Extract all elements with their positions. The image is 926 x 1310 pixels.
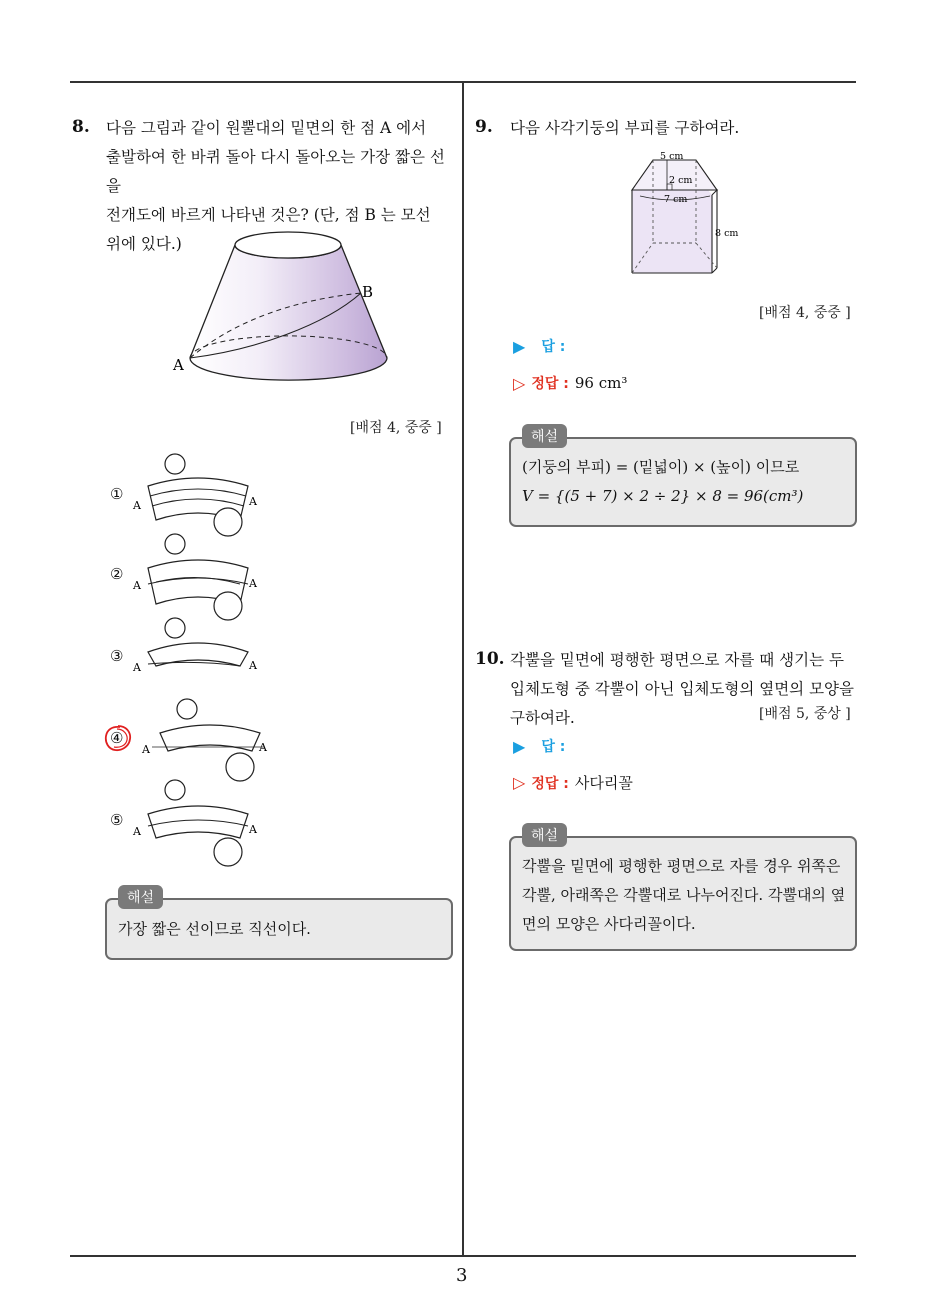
q8-label-b: B <box>362 283 374 301</box>
q9-label-height: 2 cm <box>669 175 693 186</box>
q8-option-4-point: A <box>142 743 150 756</box>
q9-correct-label: 정답 : <box>531 376 569 392</box>
q9-explanation-line: V = {(5 + 7) × 2 ÷ 2} × 8 = 96(cm³) <box>522 487 804 505</box>
q9-explanation-tag: 해설 <box>522 424 567 448</box>
q9-label-top: 5 cm <box>660 151 684 162</box>
play-icon: ▶ <box>513 336 526 356</box>
triangle-outline-icon: ▷ <box>513 773 526 792</box>
q10-answer-row <box>513 736 565 756</box>
q9-label-bottom: 7 cm <box>664 194 688 205</box>
q8-option-1-point: A <box>249 495 257 508</box>
q8-option-1-net <box>128 450 268 542</box>
q8-option-2-point: A <box>249 577 257 590</box>
q10-line: 구하여라. <box>510 709 575 727</box>
q8-option-2-label: ② <box>110 565 124 583</box>
q8-option-5-net <box>128 776 268 870</box>
q10-score: [배점 5, 중상 ] <box>759 706 851 722</box>
play-icon: ▶ <box>513 736 526 756</box>
q8-option-3-point: A <box>249 659 257 672</box>
q8-line: 위에 있다.) <box>106 235 182 253</box>
q8-explanation-text: 가장 짧은 선이므로 직선이다. <box>118 920 311 938</box>
q8-frustum-figure <box>165 225 395 385</box>
q10-line: 입체도형 중 각뿔이 아닌 입체도형의 옆면의 모양을 <box>510 680 854 698</box>
q8-label-a: A <box>173 356 184 374</box>
page-number: 3 <box>456 1265 468 1286</box>
q9-number: 9. <box>475 117 493 137</box>
q10-explanation-line: 각뿔, 아래쪽은 각뿔대로 나누어진다. 각뿔대의 옆 <box>522 886 846 904</box>
q8-option-4-label: ④ <box>110 729 124 747</box>
q10-line: 각뿔을 밑면에 평행한 평면으로 자를 때 생기는 두 <box>510 651 844 669</box>
q10-answer-label: 답 : <box>541 739 566 755</box>
q9-label-side: 8 cm <box>715 228 739 239</box>
q10-number: 10. <box>475 649 505 669</box>
q8-option-1-point: A <box>133 499 141 512</box>
q8-option-5-point: A <box>133 825 141 838</box>
q8-option-2-net <box>128 532 268 624</box>
q8-score: [배점 4, 중중 ] <box>350 420 442 436</box>
q8-explanation-tag: 해설 <box>118 885 163 909</box>
q8-option-2-point: A <box>133 579 141 592</box>
q9-explanation-line: (기둥의 부피) = (밑넓이) × (높이) 이므로 <box>522 458 800 476</box>
q10-explanation-line: 면의 모양은 사다리꼴이다. <box>522 915 696 933</box>
q8-option-3-point: A <box>133 661 141 674</box>
q10-explanation-line: 각뿔을 밑면에 평행한 평면으로 자를 경우 위쪽은 <box>522 857 841 875</box>
column-divider <box>462 83 464 1256</box>
q8-option-3-net <box>128 614 268 684</box>
triangle-outline-icon: ▷ <box>513 373 526 393</box>
q8-line: 전개도에 바르게 나타낸 것은? (단, 점 B 는 모선 <box>106 206 431 224</box>
q10-explanation-tag: 해설 <box>522 823 567 847</box>
q9-correct-value: 96 cm³ <box>574 374 628 392</box>
q10-explanation-text <box>522 852 852 939</box>
q8-option-1-label: ① <box>110 485 124 503</box>
q8-option-3-label: ③ <box>110 647 124 665</box>
q10-correct-row <box>513 772 633 793</box>
q9-answer-row <box>513 336 565 356</box>
q10-correct-label: 정답 : <box>531 775 569 792</box>
q9-question-text: 다음 사각기둥의 부피를 구하여라. <box>510 119 740 137</box>
q9-correct-row <box>513 373 627 393</box>
q9-score: [배점 4, 중중 ] <box>759 305 851 321</box>
q9-answer-label: 답 : <box>541 339 566 355</box>
q9-prism-figure <box>620 148 750 278</box>
q8-option-4-point: A <box>259 741 267 754</box>
q9-explanation-text <box>522 453 803 511</box>
q8-option-5-point: A <box>249 823 257 836</box>
q8-option-4-net <box>140 695 280 785</box>
q8-line: 출발하여 한 바퀴 돌아 다시 돌아오는 가장 짧은 선을 <box>106 148 445 195</box>
q8-line: 다음 그림과 같이 원뿔대의 밑면의 한 점 A 에서 <box>106 119 427 137</box>
q8-option-5-label: ⑤ <box>110 811 124 829</box>
q10-correct-value: 사다리꼴 <box>574 774 633 792</box>
bottom-rule <box>70 1255 856 1257</box>
q8-number: 8. <box>72 117 90 137</box>
